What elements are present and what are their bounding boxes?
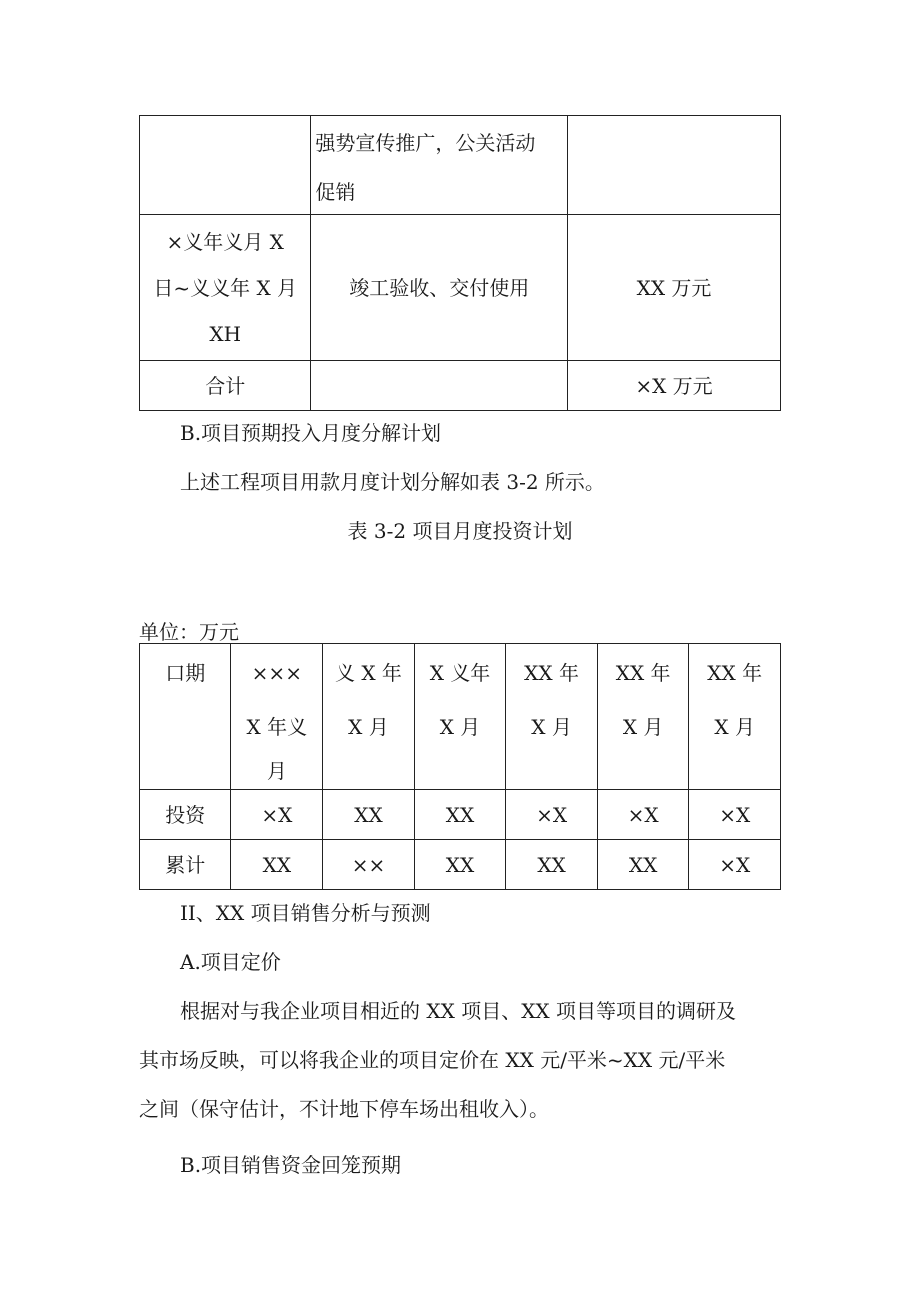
table-caption: 表 3-2 项目月度投资计划 xyxy=(347,519,573,543)
cell-line: XX 年 xyxy=(615,661,671,685)
table-cell: ×× xyxy=(323,840,415,890)
table-row xyxy=(140,215,781,361)
table-cell: ×X xyxy=(506,790,598,840)
table-cell xyxy=(568,116,781,215)
row-label: 投资 xyxy=(140,790,231,840)
table-cell: XX xyxy=(231,840,323,890)
schedule-table xyxy=(139,115,781,411)
table-cell: ×X xyxy=(689,790,781,840)
header-cell xyxy=(414,644,506,790)
table-cell xyxy=(140,116,311,215)
section-heading-ii: II、XX 项目销售分析与预测 xyxy=(180,901,431,925)
table-cell xyxy=(311,116,568,215)
cell-line: X 月 xyxy=(622,715,664,739)
pricing-paragraph-line: 其市场反映，可以将我企业的项目定价在 XX 元/平米~XX 元/平米 xyxy=(139,1048,726,1072)
header-cell xyxy=(597,644,689,790)
table-cell xyxy=(311,361,568,411)
cell-line: 日~义义年 X 月 xyxy=(153,275,298,300)
header-cell xyxy=(323,644,415,790)
row-label: 累计 xyxy=(140,840,231,890)
table-row xyxy=(140,361,781,411)
table-row xyxy=(140,116,781,215)
header-cell xyxy=(689,644,781,790)
cell-line: 口期 xyxy=(165,661,206,685)
cell-line: X 义年 xyxy=(429,661,491,685)
unit-label: 单位：万元 xyxy=(139,620,239,644)
pricing-paragraph-line: 之间（保守估计，不计地下停车场出租收入）。 xyxy=(139,1097,549,1121)
table-cell: XX 万元 xyxy=(568,215,781,361)
table-cell: XX xyxy=(597,840,689,890)
cell-line: 促销 xyxy=(315,180,356,204)
monthly-investment-table xyxy=(139,643,781,890)
table-cell: XX xyxy=(323,790,415,840)
table-row-investment xyxy=(140,790,781,840)
table-cell: ×X 万元 xyxy=(568,361,781,411)
table-cell: 合计 xyxy=(140,361,311,411)
cell-line: XH xyxy=(209,321,242,346)
header-cell xyxy=(506,644,598,790)
cell-line: X 月 xyxy=(439,715,481,739)
cell-line: XX 年 xyxy=(524,661,579,685)
cell-line: 强势宣传推广，公关活动 xyxy=(315,131,536,155)
cell-line: X 年义 xyxy=(246,715,308,739)
table-cell: XX xyxy=(414,790,506,840)
table-cell: XX xyxy=(506,840,598,890)
cell-line: ×义年义月 X xyxy=(166,229,284,254)
header-cell-date xyxy=(140,644,231,790)
cell-line: XX 年 xyxy=(707,661,763,685)
cell-line: X 月 xyxy=(531,715,572,739)
cell-line: 月 xyxy=(266,759,287,783)
table-cell: ×X xyxy=(597,790,689,840)
cell-line: ××× xyxy=(251,661,302,685)
table-row-cumulative xyxy=(140,840,781,890)
table-cell: ×X xyxy=(231,790,323,840)
section-heading-b2: B.项目销售资金回笼预期 xyxy=(180,1153,402,1177)
table-header-row xyxy=(140,644,781,790)
section-heading-b1: B.项目预期投入月度分解计划 xyxy=(180,421,442,445)
table-cell: 竣工验收、交付使用 xyxy=(311,215,568,361)
cell-line: X 月 xyxy=(714,715,755,739)
table-cell: XX xyxy=(414,840,506,890)
table-cell: ×X xyxy=(689,840,781,890)
header-cell xyxy=(231,644,323,790)
cell-line: X 月 xyxy=(348,715,389,739)
pricing-paragraph-line: 根据对与我企业项目相近的 XX 项目、XX 项目等项目的调研及 xyxy=(180,999,737,1023)
section-heading-a: A.项目定价 xyxy=(180,950,281,974)
table-cell xyxy=(140,215,311,361)
cell-line: 义 X 年 xyxy=(334,661,402,685)
intro-paragraph: 上述工程项目用款月度计划分解如表 3-2 所示。 xyxy=(180,470,605,494)
